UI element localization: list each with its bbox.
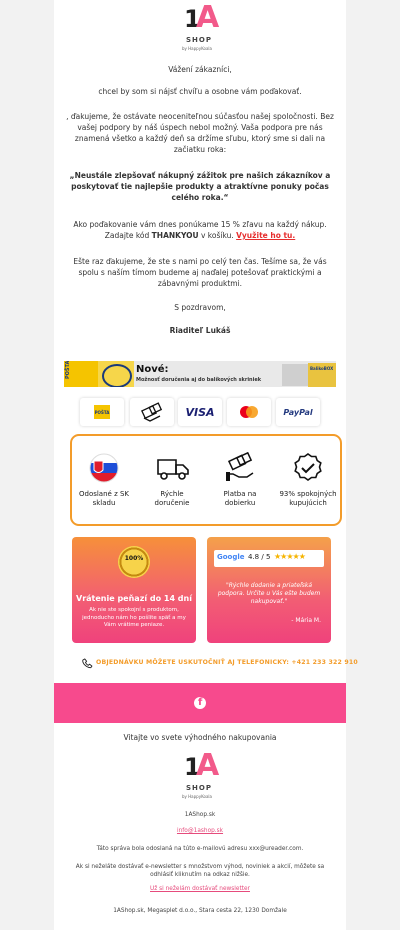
posta-horn-icon: [98, 361, 134, 387]
logo-one: 1: [184, 753, 201, 781]
usp-item-sk-warehouse: [74, 446, 134, 520]
phone-order-line[interactable]: [82, 658, 358, 670]
usp-label: Odoslané z SK skladu: [78, 490, 130, 507]
refund-text: Ak nie ste spokojní s produktom, jednoducho nám ho pošlite späť a my Vám vrátime peniaze.: [82, 607, 186, 628]
delivery-banner[interactable]: [64, 361, 336, 387]
visa-icon: [178, 398, 222, 426]
footer-email-link[interactable]: info@1ashop.sk: [176, 828, 224, 834]
refund-title: Vrátenie peňazí do 14 dní: [76, 594, 192, 603]
phone-text: OBJEDNÁVKU MÔŽETE USKUTOČNIŤ AJ TELEFONICKY: +421 233 322 910: [96, 659, 358, 666]
logo-by-text: by HappyKoala: [182, 46, 212, 51]
discount-paragraph: [54, 219, 346, 241]
usp-item-satisfaction: [278, 446, 338, 520]
social-bar: [54, 683, 346, 723]
footer-welcome: Vitajte vo svete výhodného nakupovania: [123, 733, 277, 742]
posta-logo: [64, 361, 98, 387]
logo-one: 1: [184, 5, 201, 33]
signature: Riaditeľ Lukáš: [169, 326, 231, 335]
guarantee-percent: 100%: [124, 555, 144, 562]
posta-payment-label: POŠTA: [94, 409, 110, 415]
footer-unsub-row: [54, 885, 346, 893]
shop-logo[interactable]: [178, 0, 222, 56]
logo-shop-text: SHOP: [186, 784, 212, 792]
closing-paragraph: Ešte raz ďakujeme, že ste s nami po celý ten čas. Tešíme sa, že vás spolu s naším tímom budeme aj naďalej potešovať praktickými a zábavnými produktmi.: [73, 257, 327, 288]
discount-code: THANKYOU: [151, 231, 199, 240]
usp-box: [70, 434, 342, 526]
footer-address: 1AShop.sk, Megasplet d.o.o., Stara cesta 22, 1230 Domžale: [113, 908, 287, 914]
logo-shop-text: SHOP: [186, 36, 212, 44]
balikobox-image: [308, 363, 336, 387]
guarantee-medal-icon: [118, 546, 150, 578]
posta-payment-icon: [80, 398, 124, 426]
discount-text: Ako poďakovanie vám dnes ponúkame 15 % zľavu na každý nákup. Zadajte kód: [73, 220, 327, 240]
usp-item-cod: [210, 446, 270, 520]
unsubscribe-link[interactable]: Už si neželám dostávať newsletter: [150, 886, 250, 892]
footer-logo[interactable]: [178, 748, 222, 804]
banner-subtitle: Možnosť doručenia aj do balíkových skriniek: [136, 377, 262, 383]
google-logo: Google: [217, 553, 245, 561]
footer-sent-to: Táto správa bola odoslaná na túto e-mailovú adresu xxx@ureader.com.: [96, 846, 304, 852]
footer-unsub-info: Ak si neželáte dostávať e-newsletter s množstvom výhod, noviniek a akcií, môžete sa odhlásiť kliknutím na odkaz nižšie.: [75, 864, 325, 878]
intro-text: chcel by som si nájsť chvíľu a osobne vám poďakovať.: [98, 87, 302, 96]
mastercard-icon: [227, 398, 271, 426]
logo-a: A: [196, 0, 220, 35]
usp-label: 93% spokojných kupujúcich: [279, 490, 337, 507]
google-rating-box: [214, 550, 324, 567]
cash-on-delivery-icon: [130, 398, 174, 426]
usp-item-fast-delivery: [142, 446, 202, 520]
visa-label: VISA: [185, 405, 215, 419]
banner-title: Nové:: [136, 364, 169, 375]
footer-site: 1AShop.sk: [184, 812, 216, 818]
truck-icon: [156, 452, 188, 484]
usp-label: Platba na dobierku: [223, 490, 257, 507]
review-quote: "Rýchle dodanie a priateľská podpora. Určite u Vás ešte budem nakupovať.": [217, 582, 321, 605]
email-body: [54, 0, 358, 930]
check-badge-icon: [292, 452, 324, 484]
discount-cart-text: v košíku.: [200, 231, 234, 240]
cash-payment-icon: [224, 452, 256, 484]
promise-quote: „Neustále zlepšovať nákupný zážitok pre našich zákazníkov a poskytovať tie najlepšie produkty a atraktívne ponuky počas celého roka.“: [69, 171, 331, 202]
review-author: - Mária M.: [291, 617, 321, 624]
use-it-here-link[interactable]: Využite ho tu.: [236, 231, 296, 240]
logo-a: A: [196, 748, 220, 783]
rating-value: 4.8 / 5: [248, 553, 271, 561]
review-card: [207, 537, 331, 643]
paypal-label: PayPal: [283, 407, 313, 417]
refund-card: [72, 537, 196, 643]
greeting: Vážení zákazníci,: [168, 65, 232, 74]
phone-icon: [82, 658, 93, 669]
paypal-icon: [276, 398, 320, 426]
rating-stars: ★★★★★: [274, 552, 305, 561]
usp-label: Rýchle doručenie: [154, 490, 190, 507]
footer-email-row: [54, 827, 346, 835]
thanks-paragraph: , ďakujeme, že ostávate neoceniteľnou súčasťou našej spoločnosti. Bez vašej podpory by náš úspech nebol možný. Vaša podpora pre nás znamená všetko a každý deň sa držíme sľubu, ktorý sme si dali na začiatku roka:: [66, 112, 334, 154]
regards: S pozdravom,: [174, 303, 226, 312]
slovak-flag-icon: [88, 452, 120, 484]
facebook-icon[interactable]: f: [194, 697, 206, 709]
posta-label: POŠTA: [65, 361, 71, 379]
balikobox-label: BalikoBOX: [310, 366, 334, 371]
parcel-locker-image: [282, 364, 308, 386]
logo-by-text: by HappyKoala: [182, 794, 212, 799]
